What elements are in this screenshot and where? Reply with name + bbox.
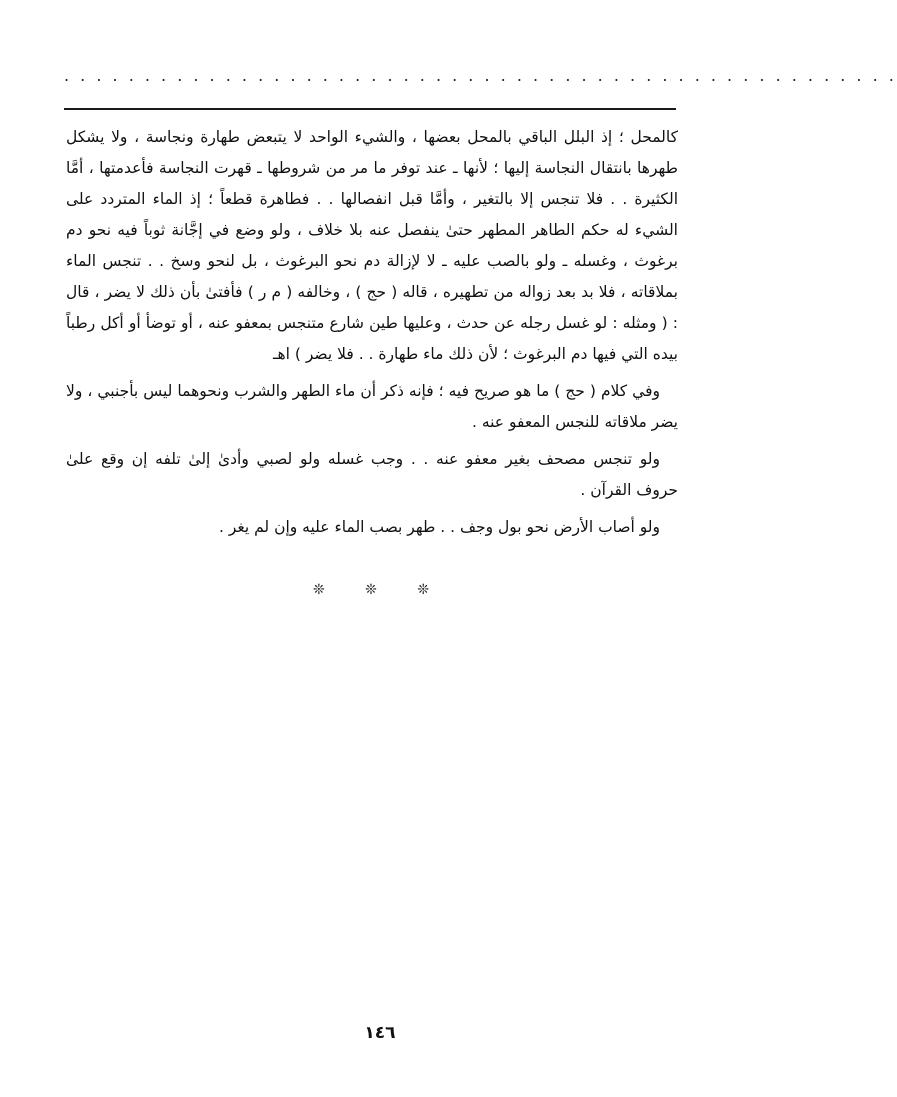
header-rule-line: [64, 108, 676, 110]
page-body: [66, 122, 678, 543]
header-dotted-rule: . . . . . . . . . . . . . . . . . . . . . . . . . . . . . . . . . . . . . . . . . . . . . . . . . . . .: [64, 66, 897, 85]
section-break-stars: ❊ ❊ ❊: [312, 582, 448, 598]
page-number: ١٤٦: [364, 1023, 396, 1043]
paragraph-2: وفي كلام ( حج ) ما هو صريح فيه ؛ فإنه ذكر أن ماء الطهر والشرب ونحوهما ليس بأجنبي ، ولا يضر ملاقاته للنجس المعفو عنه .: [66, 382, 678, 431]
paragraph-4: ولو أصاب الأرض نحو بول وجف . . طهر بصب الماء عليه وإن لم يغر .: [218, 518, 660, 536]
paragraph-1: كالمحل ؛ إذ البلل الباقي بالمحل بعضها ، والشيء الواحد لا يتبعض طهارة ونجاسة ، ولا يشكل طهرها بانتقال النجاسة إليها ؛ لأنها ـ عند توفر ما مر من شروطها ـ قهرت النجاسة فأعدمتها ، أمَّا الكثيرة . . فلا تنجس إلا بالتغير ، وأمَّا قبل انفصالها . . فطاهرة قطعاً ؛ إذ الماء المتردد على الشيء له حكم الطاهر المطهر حتىٰ ينفصل عنه بلا خلاف ، ولو وضع في إجَّانة ثوباً فيه نحو دم برغوث ، وغسله ـ ولو بالصب عليه ـ لا لإزالة دم نحو البرغوث ، بل لنحو وسخ . . تنجس الماء بملاقاته ، فلا بد بعد زواله من تطهيره ، قاله ( حج ) ، وخالفه ( م ر ) فأفتىٰ بأن ذلك لا يضر ، قال : ( ومثله : لو غسل رجله عن حدث ، وعليها طين شارع متنجس بمعفو عنه ، أو توضأ أو أكل رطباً بيده التي فيها دم البرغوث ؛ لأن ذلك ماء طهارة . . فلا يضر ) اهـ: [66, 128, 678, 363]
paragraph-3: ولو تنجس مصحف بغير معفو عنه . . وجب غسله ولو لصبي وأدىٰ إلىٰ تلفه إن وقع علىٰ حروف القرآن .: [66, 450, 678, 499]
